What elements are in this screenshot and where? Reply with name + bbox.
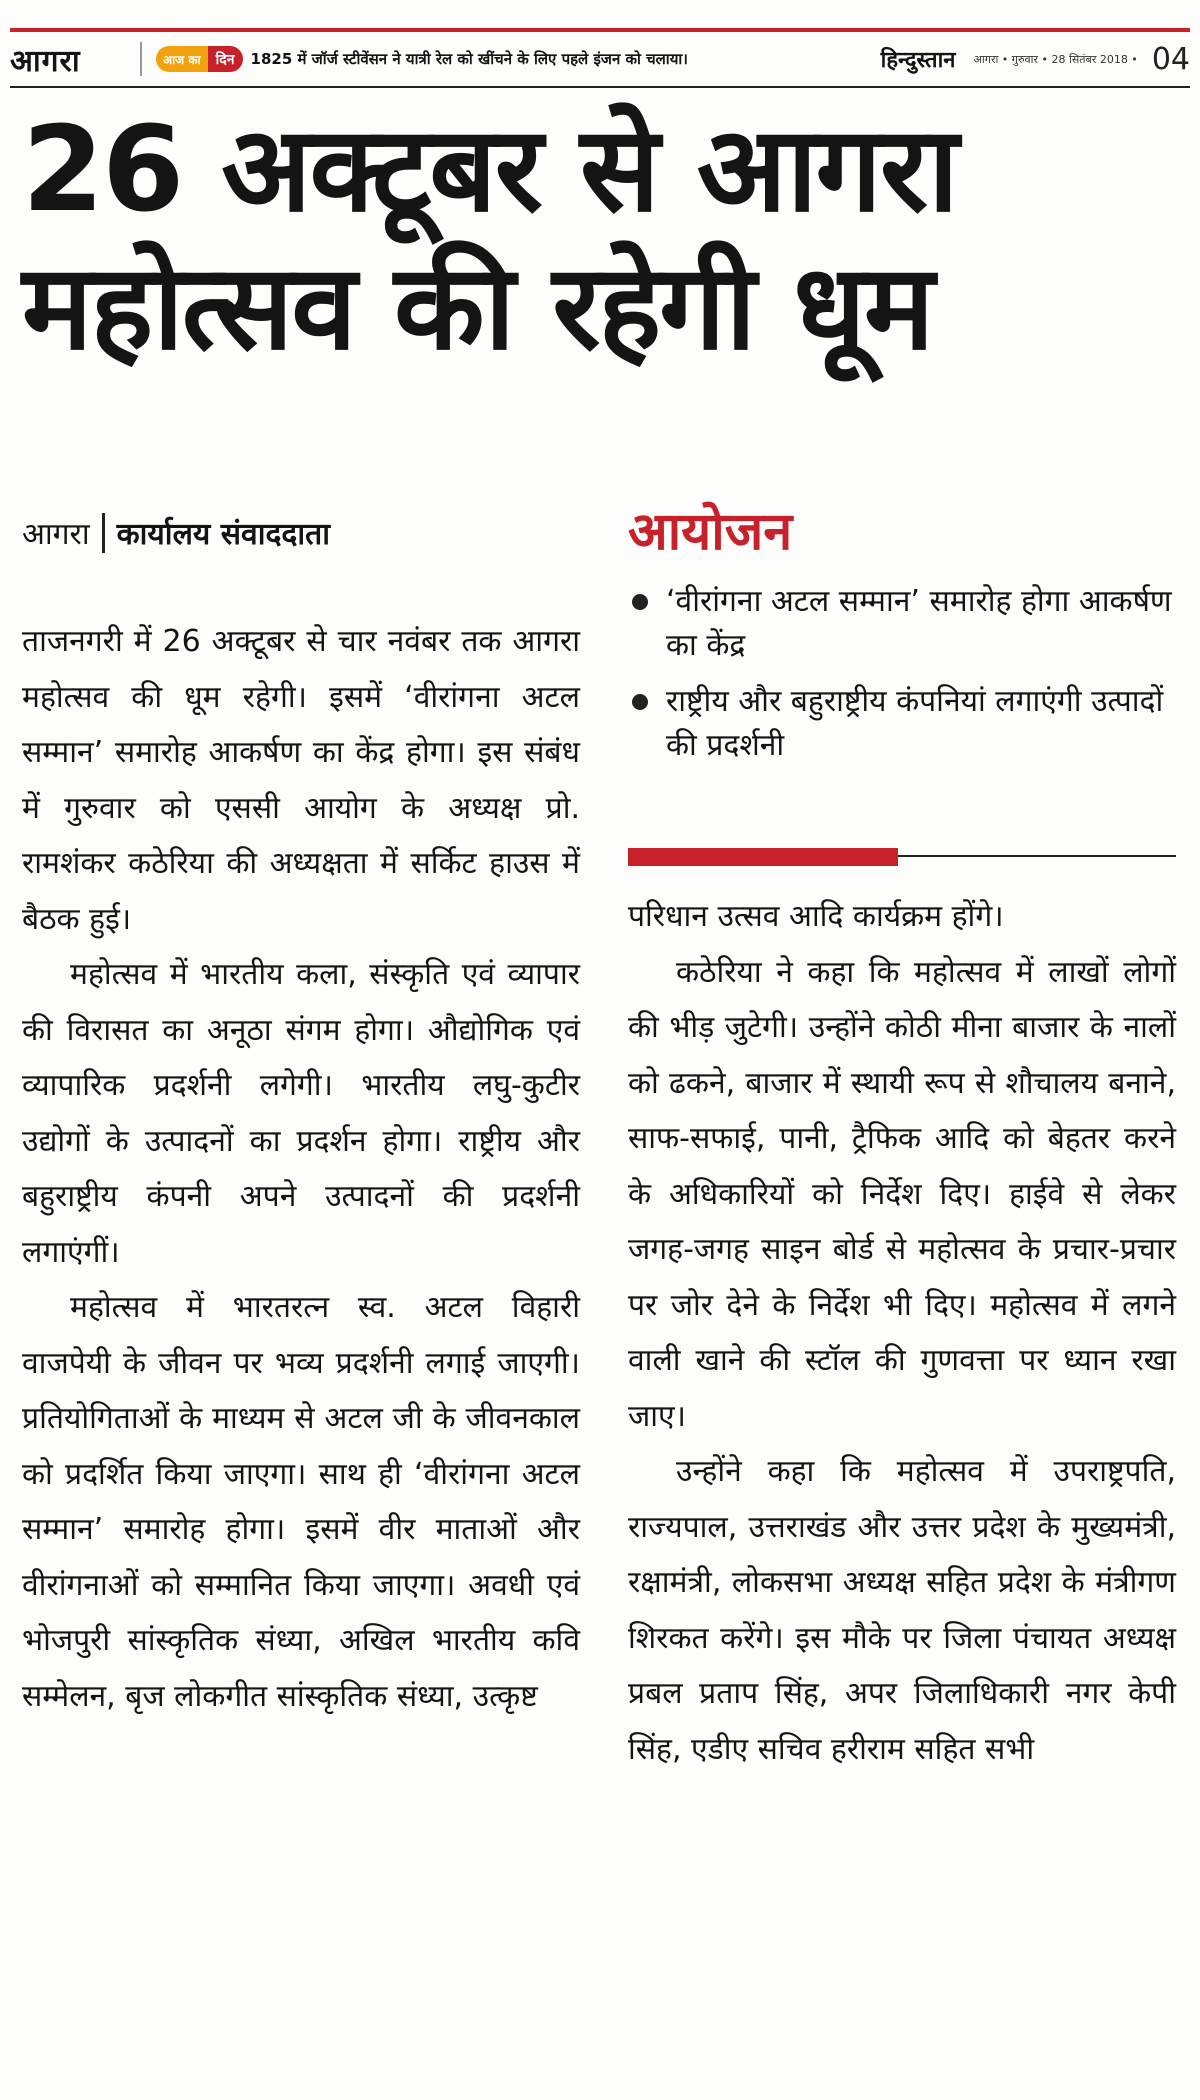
- paragraph: कठेरिया ने कहा कि महोत्सव में लाखों लोगों की भीड़ जुटेगी। उन्होंने कोठी मीना बाजार के नालों को ढकने, बाजार में स्थायी रूप से शौचालय बनाने, साफ-सफाई, पानी, ट्रैफिक आदि को बेहतर करने के अधिकारियों को निर्देश दिए। हाईवे से लेकर जगह-जगह साइन बोर्ड से महोत्सव के प्रचार-प्रचार पर जोर देने के निर्देश भी दिए। महोत्सव में लगने वाली खाने की स्टॉल की गुणवत्ता पर ध्यान रखा जाए।: [628, 954, 1176, 1434]
- body-column-left: [22, 614, 580, 1724]
- header-dateline: आगरा • गुरुवार • 28 सितंबर 2018 •: [973, 52, 1138, 66]
- headline-line-1: 26 अक्टूबर से आगरा: [22, 100, 957, 238]
- header-divider: [140, 42, 142, 76]
- badge-right-label: दिन: [208, 46, 243, 72]
- paragraph: परिधान उत्सव आदि कार्यक्रम होंगे।: [628, 899, 1004, 934]
- list-item: [628, 580, 1188, 668]
- aayojan-item-text: ‘वीरांगना अटल सम्मान’ समारोह होगा आकर्षण का केंद्र: [666, 584, 1172, 663]
- paragraph: महोत्सव में भारतरत्न स्व. अटल विहारी वाजपेयी के जीवन पर भव्य प्रदर्शनी लगाई जाएगी। प्रतियोगिताओं के माध्यम से अटल जी के जीवनकाल को प्रदर्शित किया जाएगा। साथ ही ‘वीरांगना अटल सम्मान’ समारोह होगा। इसमें वीर माताओं और वीरांगनाओं को सम्मानित किया जाएगा। अवधी एवं भोजपुरी सांस्कृतिक संध्या, अखिल भारतीय कवि सम्मेलन, बृज लोकगीत सांस्कृतिक संध्या, उत्कृष्ट: [22, 1290, 580, 1714]
- sidebar-red-bar: [628, 848, 898, 866]
- byline-separator: [102, 513, 105, 553]
- paragraph: उन्होंने कहा कि महोत्सव में उपराष्ट्रपति, राज्यपाल, उत्तराखंड और उत्तर प्रदेश के मुख्यमंत्री, रक्षामंत्री, लोकसभा अध्यक्ष सहित प्रदेश के मंत्रीगण शिरकत करेंगे। इस मौके पर जिला पंचायत अध्यक्ष प्रबल प्रताप सिंह, अपर जिलाधिकारी नगर केपी सिंह, एडीए सचिव हरीराम सहित सभी: [628, 1454, 1176, 1767]
- header-city: आगरा: [10, 43, 81, 79]
- body-column-right: [628, 889, 1176, 1777]
- byline: [22, 512, 330, 553]
- bullet-icon: [632, 694, 648, 710]
- page-number: 04: [1151, 41, 1190, 77]
- header-top-rule: [10, 28, 1190, 32]
- headline-line-2: महोत्सव की रहेगी धूम: [22, 238, 933, 376]
- aayojan-list: [628, 580, 1188, 768]
- byline-reporter: कार्यालय संवाददाता: [116, 517, 330, 552]
- aayojan-sidebar: [628, 500, 1188, 780]
- aaj-ka-din-badge: [156, 46, 243, 72]
- header-bottom-rule: [10, 86, 1190, 88]
- byline-city: आगरा: [22, 517, 90, 552]
- paragraph: ताजनगरी में 26 अक्टूबर से चार नवंबर तक आगरा महोत्सव की धूम रहेगी। इसमें ‘वीरांगना अटल सम्मान’ समारोह आकर्षण का केंद्र होगा। इस संबंध में गुरुवार को एससी आयोग के अध्यक्ष प्रो. रामशंकर कठेरिया की अध्यक्षता में सर्किट हाउस में बैठक हुई।: [22, 624, 580, 937]
- badge-left-label: आज का: [156, 46, 208, 72]
- aayojan-item-text: राष्ट्रीय और बहुराष्ट्रीय कंपनियां लगाएंगी उत्पादों की प्रदर्शनी: [666, 684, 1164, 763]
- header-ticker: 1825 में जॉर्ज स्टीवेंसन ने यात्री रेल को खींचने के लिए पहले इंजन को चलाया।: [250, 50, 688, 68]
- page-header: [10, 34, 1190, 84]
- list-item: [628, 680, 1188, 768]
- newspaper-brand: हिन्दुस्तान: [880, 47, 956, 73]
- aayojan-title: आयोजन: [628, 502, 793, 562]
- article-headline: [22, 100, 1182, 376]
- bullet-icon: [632, 594, 648, 610]
- paragraph: महोत्सव में भारतीय कला, संस्कृति एवं व्यापार की विरासत का अनूठा संगम होगा। औद्योगिक एवं व्यापारिक प्रदर्शनी लगेगी। भारतीय लघु-कुटीर उद्योगों के उत्पादनों का प्रदर्शन होगा। राष्ट्रीय और बहुराष्ट्रीय कंपनी अपने उत्पादनों की प्रदर्शनी लगाएंगीं।: [22, 957, 580, 1270]
